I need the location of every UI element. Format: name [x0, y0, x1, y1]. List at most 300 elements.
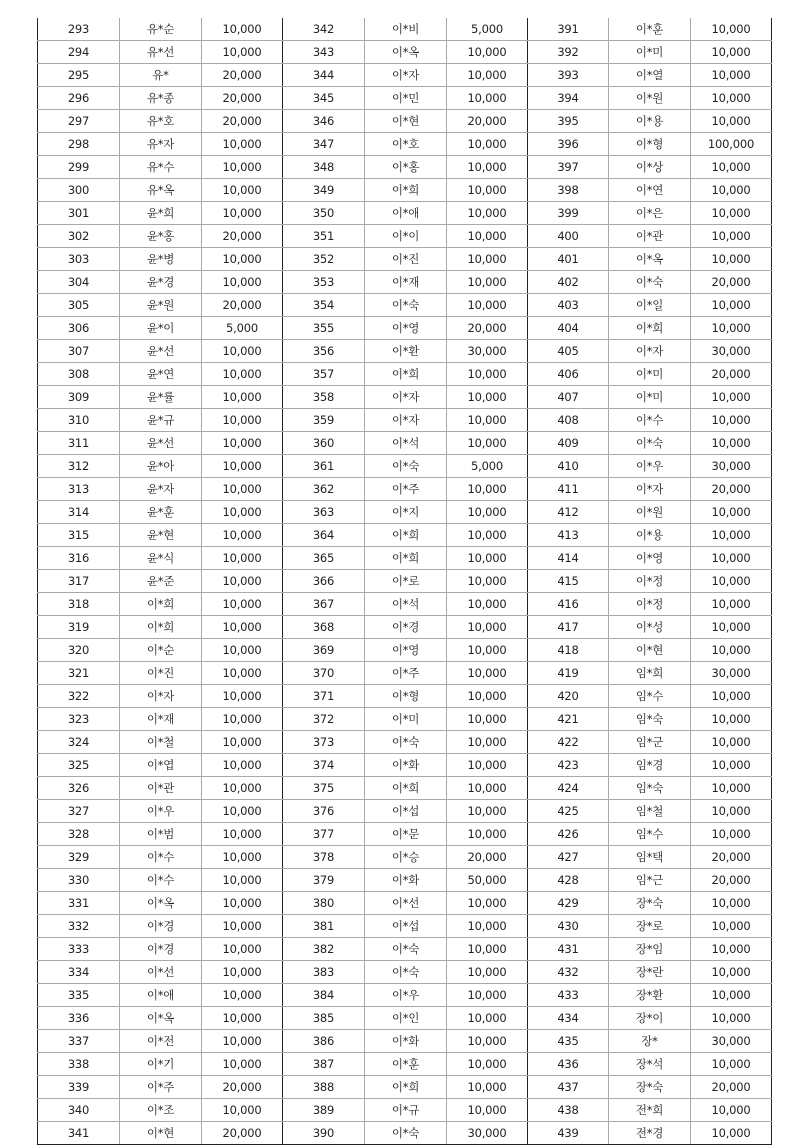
donor-name: 이*섭 — [365, 800, 447, 823]
donation-amount: 10,000 — [691, 202, 772, 225]
entry-number: 397 — [528, 156, 609, 179]
donation-amount: 30,000 — [447, 340, 528, 363]
entry-number: 372 — [283, 708, 365, 731]
donor-name: 윤*현 — [120, 524, 202, 547]
donation-amount: 20,000 — [691, 271, 772, 294]
donation-amount: 10,000 — [202, 984, 283, 1007]
donor-name: 이*자 — [609, 478, 691, 501]
donor-name: 임*택 — [609, 846, 691, 869]
entry-number: 333 — [38, 938, 120, 961]
donation-amount: 10,000 — [691, 317, 772, 340]
table-row — [38, 616, 772, 639]
donor-name: 이*훈 — [365, 1053, 447, 1076]
donor-name: 유* — [120, 64, 202, 87]
donor-name: 이*애 — [120, 984, 202, 1007]
entry-number: 326 — [38, 777, 120, 800]
donation-amount: 10,000 — [691, 731, 772, 754]
donor-name: 유*순 — [120, 18, 202, 41]
entry-number: 307 — [38, 340, 120, 363]
donation-amount: 20,000 — [202, 294, 283, 317]
donor-name: 유*옥 — [120, 179, 202, 202]
donor-name: 이*화 — [365, 869, 447, 892]
table-row — [38, 524, 772, 547]
entry-number: 437 — [528, 1076, 609, 1099]
donation-amount: 10,000 — [691, 432, 772, 455]
donor-name: 이*성 — [609, 616, 691, 639]
donation-amount: 100,000 — [691, 133, 772, 156]
entry-number: 404 — [528, 317, 609, 340]
entry-number: 410 — [528, 455, 609, 478]
donation-amount: 10,000 — [691, 754, 772, 777]
donation-amount: 5,000 — [202, 317, 283, 340]
donor-name: 이*홍 — [365, 156, 447, 179]
donor-name: 임*철 — [609, 800, 691, 823]
donation-amount: 10,000 — [202, 524, 283, 547]
donation-amount: 10,000 — [202, 248, 283, 271]
donor-name: 이*훈 — [609, 18, 691, 41]
donor-name: 이*희 — [609, 317, 691, 340]
entry-number: 414 — [528, 547, 609, 570]
donor-name: 이*형 — [609, 133, 691, 156]
entry-number: 435 — [528, 1030, 609, 1053]
table-row — [38, 478, 772, 501]
donation-amount: 10,000 — [691, 938, 772, 961]
donor-name: 유*수 — [120, 156, 202, 179]
donation-amount: 20,000 — [691, 478, 772, 501]
donation-amount: 30,000 — [691, 1030, 772, 1053]
donor-name: 윤*희 — [120, 202, 202, 225]
donor-name: 이*원 — [609, 87, 691, 110]
donor-name: 이*화 — [365, 1030, 447, 1053]
entry-number: 366 — [283, 570, 365, 593]
entry-number: 303 — [38, 248, 120, 271]
donation-amount: 20,000 — [691, 869, 772, 892]
table-row — [38, 777, 772, 800]
donor-name: 윤*아 — [120, 455, 202, 478]
donation-amount: 10,000 — [691, 708, 772, 731]
entry-number: 348 — [283, 156, 365, 179]
donor-name: 윤*이 — [120, 317, 202, 340]
donor-name: 임*경 — [609, 754, 691, 777]
entry-number: 390 — [283, 1122, 365, 1145]
table-row — [38, 501, 772, 524]
table-row — [38, 18, 772, 41]
donor-name: 유*호 — [120, 110, 202, 133]
table-row — [38, 41, 772, 64]
entry-number: 301 — [38, 202, 120, 225]
donor-name: 이*희 — [365, 547, 447, 570]
table-row — [38, 846, 772, 869]
donation-amount: 10,000 — [691, 570, 772, 593]
table-row — [38, 961, 772, 984]
table-row — [38, 432, 772, 455]
donor-name: 이*인 — [365, 1007, 447, 1030]
donation-amount: 10,000 — [691, 616, 772, 639]
donor-name: 장*이 — [609, 1007, 691, 1030]
entry-number: 382 — [283, 938, 365, 961]
entry-number: 439 — [528, 1122, 609, 1145]
donation-amount: 10,000 — [447, 1053, 528, 1076]
entry-number: 405 — [528, 340, 609, 363]
entry-number: 314 — [38, 501, 120, 524]
entry-number: 332 — [38, 915, 120, 938]
donation-amount: 10,000 — [447, 363, 528, 386]
donor-name: 이*자 — [365, 64, 447, 87]
donation-amount: 10,000 — [447, 892, 528, 915]
entry-number: 358 — [283, 386, 365, 409]
donor-name: 윤*률 — [120, 386, 202, 409]
table-row — [38, 294, 772, 317]
donor-name: 이*우 — [365, 984, 447, 1007]
donation-amount: 10,000 — [202, 1030, 283, 1053]
donation-amount: 10,000 — [447, 478, 528, 501]
entry-number: 371 — [283, 685, 365, 708]
donation-amount: 10,000 — [447, 179, 528, 202]
donation-amount: 10,000 — [447, 984, 528, 1007]
entry-number: 351 — [283, 225, 365, 248]
donation-amount: 10,000 — [447, 225, 528, 248]
entry-number: 407 — [528, 386, 609, 409]
donation-amount: 10,000 — [447, 1099, 528, 1122]
donor-name: 이*경 — [120, 938, 202, 961]
donor-name: 유*종 — [120, 87, 202, 110]
entry-number: 299 — [38, 156, 120, 179]
entry-number: 433 — [528, 984, 609, 1007]
entry-number: 298 — [38, 133, 120, 156]
donor-name: 장*숙 — [609, 1076, 691, 1099]
donation-amount: 10,000 — [202, 570, 283, 593]
table-row — [38, 869, 772, 892]
entry-number: 345 — [283, 87, 365, 110]
donation-amount: 10,000 — [691, 179, 772, 202]
table-row — [38, 938, 772, 961]
donor-name: 이*화 — [365, 754, 447, 777]
donation-amount: 10,000 — [447, 685, 528, 708]
donation-amount: 10,000 — [447, 961, 528, 984]
donor-name: 이*현 — [365, 110, 447, 133]
donation-amount: 10,000 — [447, 87, 528, 110]
donor-name: 이*연 — [609, 179, 691, 202]
donor-name: 이*승 — [365, 846, 447, 869]
entry-number: 395 — [528, 110, 609, 133]
donor-name: 윤*경 — [120, 271, 202, 294]
donor-name: 이*미 — [609, 386, 691, 409]
table-row — [38, 225, 772, 248]
donation-amount: 10,000 — [447, 800, 528, 823]
entry-number: 385 — [283, 1007, 365, 1030]
donation-amount: 10,000 — [202, 731, 283, 754]
entry-number: 330 — [38, 869, 120, 892]
donor-name: 이*숙 — [609, 432, 691, 455]
table-row — [38, 409, 772, 432]
donor-name: 이*숙 — [365, 1122, 447, 1145]
donation-amount: 10,000 — [202, 777, 283, 800]
entry-number: 393 — [528, 64, 609, 87]
donation-amount: 10,000 — [447, 409, 528, 432]
donor-name: 이*정 — [609, 593, 691, 616]
entry-number: 354 — [283, 294, 365, 317]
table-row — [38, 64, 772, 87]
donor-name: 이*선 — [365, 892, 447, 915]
donation-amount: 10,000 — [447, 823, 528, 846]
entry-number: 421 — [528, 708, 609, 731]
entry-number: 401 — [528, 248, 609, 271]
donor-name: 이*상 — [609, 156, 691, 179]
donor-name: 이*관 — [120, 777, 202, 800]
entry-number: 419 — [528, 662, 609, 685]
donor-name: 임*수 — [609, 685, 691, 708]
donation-amount: 10,000 — [202, 455, 283, 478]
donor-name: 이*정 — [609, 570, 691, 593]
donation-amount: 30,000 — [691, 340, 772, 363]
table-row — [38, 156, 772, 179]
entry-number: 339 — [38, 1076, 120, 1099]
donor-name: 임*근 — [609, 869, 691, 892]
entry-number: 294 — [38, 41, 120, 64]
entry-number: 337 — [38, 1030, 120, 1053]
donation-amount: 10,000 — [202, 938, 283, 961]
donor-name: 이*희 — [365, 1076, 447, 1099]
table-row — [38, 984, 772, 1007]
donor-name: 이*현 — [120, 1122, 202, 1145]
donor-name: 이*이 — [365, 225, 447, 248]
entry-number: 361 — [283, 455, 365, 478]
entry-number: 377 — [283, 823, 365, 846]
donor-name: 윤*훈 — [120, 501, 202, 524]
entry-number: 357 — [283, 363, 365, 386]
donor-name: 이*현 — [609, 639, 691, 662]
donor-name: 이*희 — [120, 616, 202, 639]
table-row — [38, 340, 772, 363]
donor-name: 이*석 — [365, 432, 447, 455]
donation-amount: 10,000 — [202, 432, 283, 455]
entry-number: 429 — [528, 892, 609, 915]
donation-amount: 10,000 — [202, 662, 283, 685]
entry-number: 363 — [283, 501, 365, 524]
entry-number: 375 — [283, 777, 365, 800]
donation-amount: 10,000 — [691, 156, 772, 179]
donation-amount: 10,000 — [202, 1007, 283, 1030]
donation-amount: 10,000 — [202, 202, 283, 225]
entry-number: 293 — [38, 18, 120, 41]
donation-amount: 10,000 — [202, 547, 283, 570]
entry-number: 334 — [38, 961, 120, 984]
donation-amount: 10,000 — [447, 662, 528, 685]
donation-amount: 10,000 — [447, 915, 528, 938]
donation-amount: 10,000 — [447, 156, 528, 179]
table-row — [38, 570, 772, 593]
entry-number: 373 — [283, 731, 365, 754]
table-row — [38, 547, 772, 570]
entry-number: 331 — [38, 892, 120, 915]
entry-number: 349 — [283, 179, 365, 202]
donor-name: 임*수 — [609, 823, 691, 846]
donor-name: 이*호 — [365, 133, 447, 156]
donation-amount: 10,000 — [447, 777, 528, 800]
donor-name: 이*우 — [609, 455, 691, 478]
donor-name: 윤*원 — [120, 294, 202, 317]
table-row — [38, 1122, 772, 1145]
entry-number: 355 — [283, 317, 365, 340]
donation-amount: 20,000 — [202, 1076, 283, 1099]
donation-amount: 20,000 — [202, 1122, 283, 1145]
donor-name: 이*선 — [120, 961, 202, 984]
entry-number: 368 — [283, 616, 365, 639]
entry-number: 324 — [38, 731, 120, 754]
entry-number: 356 — [283, 340, 365, 363]
donor-name: 이*환 — [365, 340, 447, 363]
donation-amount: 10,000 — [691, 593, 772, 616]
donor-name: 이*은 — [609, 202, 691, 225]
donation-amount: 10,000 — [691, 524, 772, 547]
entry-number: 402 — [528, 271, 609, 294]
donor-name: 이*열 — [609, 64, 691, 87]
donor-name: 윤*선 — [120, 432, 202, 455]
donation-amount: 10,000 — [447, 731, 528, 754]
donor-name: 이*형 — [365, 685, 447, 708]
entry-number: 311 — [38, 432, 120, 455]
donation-amount: 10,000 — [691, 64, 772, 87]
entry-number: 365 — [283, 547, 365, 570]
entry-number: 403 — [528, 294, 609, 317]
donation-amount: 10,000 — [447, 271, 528, 294]
donation-amount: 10,000 — [691, 501, 772, 524]
donation-amount: 10,000 — [447, 133, 528, 156]
donor-name: 이*희 — [365, 524, 447, 547]
entry-number: 426 — [528, 823, 609, 846]
entry-number: 343 — [283, 41, 365, 64]
entry-number: 310 — [38, 409, 120, 432]
donation-amount: 10,000 — [202, 961, 283, 984]
donation-amount: 10,000 — [447, 41, 528, 64]
entry-number: 436 — [528, 1053, 609, 1076]
entry-number: 346 — [283, 110, 365, 133]
donor-name: 이*숙 — [365, 731, 447, 754]
donor-name: 이*용 — [609, 110, 691, 133]
donation-amount: 10,000 — [202, 1099, 283, 1122]
table-row — [38, 915, 772, 938]
donation-amount: 10,000 — [202, 156, 283, 179]
table-row — [38, 133, 772, 156]
donor-name: 이*자 — [365, 386, 447, 409]
entry-number: 318 — [38, 593, 120, 616]
donation-amount: 10,000 — [447, 1076, 528, 1099]
donation-amount: 10,000 — [691, 639, 772, 662]
table-row — [38, 271, 772, 294]
donor-name: 이*주 — [365, 662, 447, 685]
donation-amount: 10,000 — [447, 754, 528, 777]
donor-name: 이*재 — [365, 271, 447, 294]
donor-name: 이*옥 — [120, 892, 202, 915]
donation-amount: 10,000 — [202, 179, 283, 202]
donor-name: 이*애 — [365, 202, 447, 225]
donation-amount: 10,000 — [447, 248, 528, 271]
donation-amount: 20,000 — [202, 225, 283, 248]
donor-name: 장*로 — [609, 915, 691, 938]
entry-number: 411 — [528, 478, 609, 501]
entry-number: 321 — [38, 662, 120, 685]
donor-name: 이*용 — [609, 524, 691, 547]
entry-number: 296 — [38, 87, 120, 110]
entry-number: 370 — [283, 662, 365, 685]
donor-name: 장*란 — [609, 961, 691, 984]
donation-amount: 20,000 — [447, 846, 528, 869]
donor-name: 이*수 — [120, 846, 202, 869]
donor-name: 윤*준 — [120, 570, 202, 593]
table-row — [38, 110, 772, 133]
entry-number: 391 — [528, 18, 609, 41]
donor-name: 이*숙 — [365, 938, 447, 961]
donor-name: 임*군 — [609, 731, 691, 754]
donation-amount: 10,000 — [202, 846, 283, 869]
donation-amount: 10,000 — [691, 409, 772, 432]
table-row — [38, 593, 772, 616]
donation-amount: 10,000 — [447, 64, 528, 87]
donation-amount: 10,000 — [447, 639, 528, 662]
donation-amount: 10,000 — [691, 386, 772, 409]
donor-name: 장*숙 — [609, 892, 691, 915]
donation-amount: 10,000 — [691, 915, 772, 938]
entry-number: 312 — [38, 455, 120, 478]
entry-number: 418 — [528, 639, 609, 662]
entry-number: 388 — [283, 1076, 365, 1099]
donation-amount: 20,000 — [202, 87, 283, 110]
donor-name: 이*조 — [120, 1099, 202, 1122]
donation-amount: 20,000 — [691, 1076, 772, 1099]
entry-number: 335 — [38, 984, 120, 1007]
donation-amount: 10,000 — [691, 1122, 772, 1145]
donor-name: 윤*선 — [120, 340, 202, 363]
entry-number: 308 — [38, 363, 120, 386]
donation-amount: 10,000 — [202, 363, 283, 386]
donor-name: 이*문 — [365, 823, 447, 846]
entry-number: 342 — [283, 18, 365, 41]
donation-amount: 20,000 — [691, 846, 772, 869]
donation-amount: 20,000 — [447, 317, 528, 340]
entry-number: 408 — [528, 409, 609, 432]
entry-number: 325 — [38, 754, 120, 777]
donation-amount: 50,000 — [447, 869, 528, 892]
donation-amount: 10,000 — [202, 616, 283, 639]
table-row — [38, 1076, 772, 1099]
entry-number: 367 — [283, 593, 365, 616]
entry-number: 359 — [283, 409, 365, 432]
donor-table — [37, 18, 772, 1145]
donation-amount: 10,000 — [202, 915, 283, 938]
donor-name: 이*민 — [365, 87, 447, 110]
donor-name: 이*주 — [120, 1076, 202, 1099]
entry-number: 394 — [528, 87, 609, 110]
entry-number: 420 — [528, 685, 609, 708]
donation-amount: 10,000 — [447, 1007, 528, 1030]
donor-name: 이*옥 — [609, 248, 691, 271]
table-row — [38, 1053, 772, 1076]
donation-amount: 10,000 — [691, 18, 772, 41]
donation-amount: 10,000 — [447, 202, 528, 225]
entry-number: 295 — [38, 64, 120, 87]
donation-amount: 10,000 — [202, 340, 283, 363]
table-row — [38, 708, 772, 731]
donation-amount: 10,000 — [202, 685, 283, 708]
entry-number: 387 — [283, 1053, 365, 1076]
entry-number: 406 — [528, 363, 609, 386]
entry-number: 341 — [38, 1122, 120, 1145]
donation-amount: 10,000 — [202, 708, 283, 731]
entry-number: 400 — [528, 225, 609, 248]
donation-amount: 10,000 — [691, 800, 772, 823]
donor-name: 임*희 — [609, 662, 691, 685]
donor-name: 장*임 — [609, 938, 691, 961]
